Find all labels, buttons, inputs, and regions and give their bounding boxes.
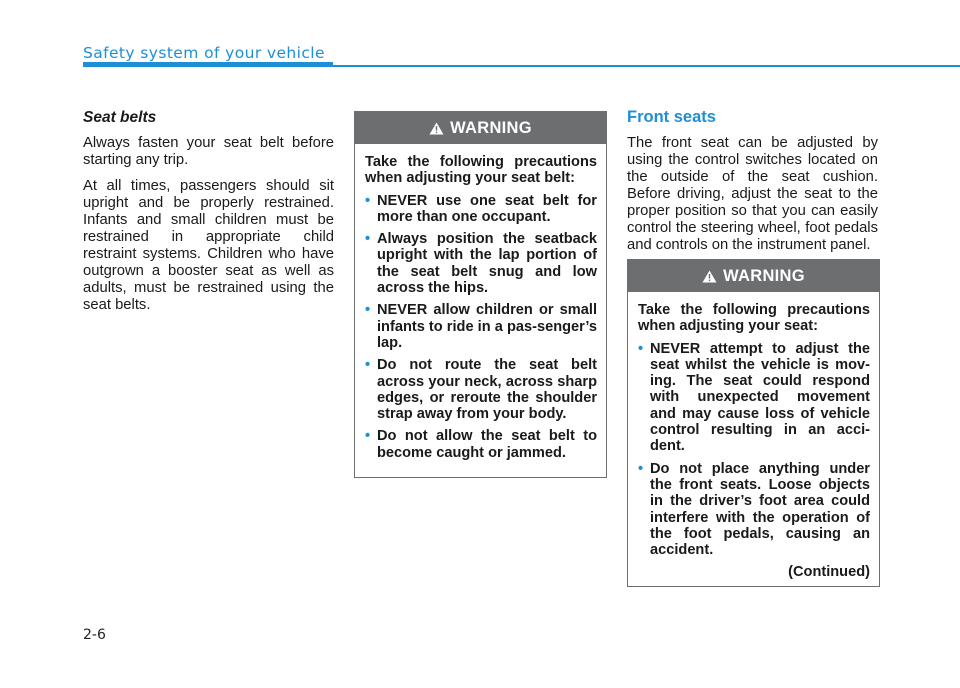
- seat-belts-heading: Seat belts: [83, 109, 157, 126]
- warning-item: • NEVER attempt to adjust the seat whilst the vehicle is mov-ing. The seat could respond with unexpected movement and may cause loss of vehicle control resulting in an acci-dent.: [638, 340, 870, 455]
- seat-belts-section: [83, 109, 334, 323]
- warning-body: [355, 144, 606, 475]
- front-seats-heading: Front seats: [627, 108, 716, 126]
- warning-triangle-icon: [429, 122, 444, 135]
- warning-item: • Always position the seatback upright with the lap portion of the seat belt snug and low across the hips.: [365, 231, 597, 297]
- warning-item: • Do not place anything under the front seats. Loose objects in the driver’s foot area could interfere with the operation of the foot pedals, causing an accident.: [638, 460, 870, 559]
- warning-triangle-icon: [702, 270, 717, 283]
- front-seats-paragraph: The front seat can be adjusted by using the control switches located on the outside of the seat cushion. Before driving, adjust the seat to the proper position so that you can easily control the steering wheel, foot pedals and controls on the instrument panel.: [627, 135, 878, 253]
- warning-item: • Do not allow the seat belt to become caught or jammed.: [365, 428, 597, 461]
- bullet-dot: •: [365, 428, 371, 445]
- front-seat-warning-box: [627, 259, 880, 587]
- bullet-dot: •: [365, 357, 371, 374]
- warning-item: • Do not route the seat belt across your neck, across sharp edges, or reroute the shoulder strap away from your body.: [365, 357, 597, 423]
- warning-header: [628, 260, 879, 292]
- bullet-dot: •: [638, 460, 644, 477]
- seat-belt-warning-box: [354, 111, 607, 478]
- warning-intro: Take the following precautions when adjusting your seat:: [638, 302, 870, 335]
- header-rule: [333, 65, 960, 67]
- warning-list: [638, 341, 870, 559]
- warning-intro: Take the following precautions when adjusting your seat belt:: [365, 154, 597, 187]
- warning-body: [628, 292, 879, 589]
- warning-item: • NEVER allow children or small infants to ride in a pas-senger’s lap.: [365, 302, 597, 351]
- warning-label: WARNING: [450, 118, 532, 137]
- continued-note: (Continued): [788, 564, 870, 581]
- section-title: Safety system of your vehicle: [83, 44, 325, 62]
- front-seats-section: [627, 109, 878, 263]
- seat-belts-paragraph-1: Always fasten your seat belt before starting any trip.: [83, 135, 334, 168]
- page-number: 2-6: [83, 627, 106, 643]
- bullet-dot: •: [365, 192, 371, 209]
- bullet-dot: •: [638, 340, 644, 357]
- bullet-dot: •: [365, 231, 371, 248]
- bullet-dot: •: [365, 302, 371, 319]
- header-accent-bar: [83, 62, 333, 67]
- warning-header: [355, 112, 606, 144]
- warning-label: WARNING: [723, 266, 805, 285]
- seat-belts-paragraph-2: At all times, passengers should sit upright and be properly restrained. Infants and small children must be restrained in appropriate child restraint systems. Children who have outgrown a booster seat as well as adults, must be restrained using the seat belts.: [83, 178, 334, 313]
- warning-list: [365, 193, 597, 461]
- warning-item: • NEVER use one seat belt for more than one occupant.: [365, 192, 597, 225]
